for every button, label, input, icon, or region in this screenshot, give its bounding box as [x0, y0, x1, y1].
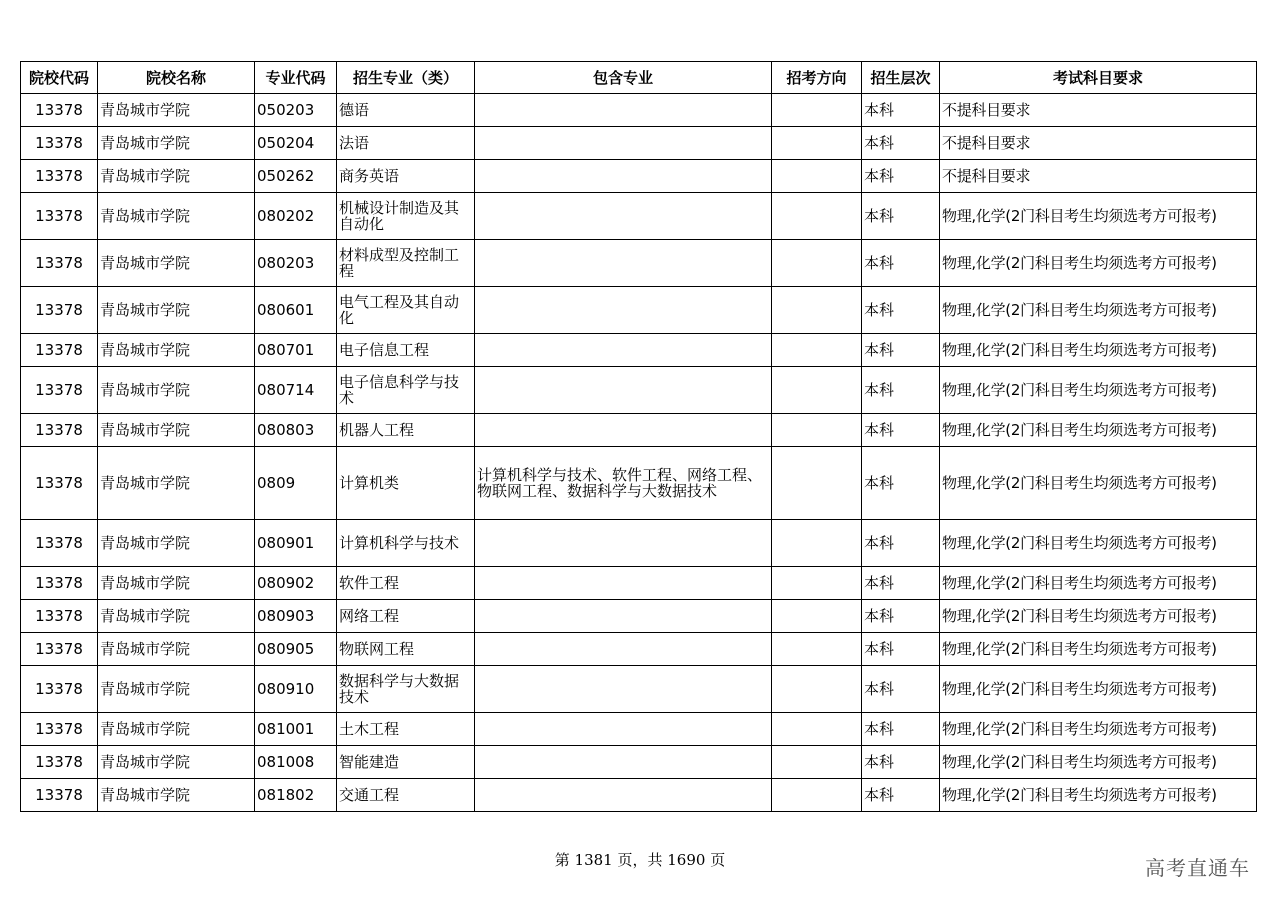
header-school-name: 院校名称 [98, 62, 255, 94]
cell-major-code: 080203 [255, 240, 337, 287]
cell-major-code: 080905 [255, 633, 337, 666]
table-row [21, 600, 1257, 633]
cell-major-code: 080701 [255, 334, 337, 367]
cell-requirement: 物理,化学(2门科目考生均须选考方可报考) [940, 666, 1257, 713]
cell-major-code: 080601 [255, 287, 337, 334]
cell-school-name: 青岛城市学院 [98, 633, 255, 666]
cell-includes [475, 127, 772, 160]
cell-level: 本科 [862, 447, 940, 520]
cell-level: 本科 [862, 520, 940, 567]
header-major-code: 专业代码 [255, 62, 337, 94]
table-row [21, 193, 1257, 240]
cell-school-name: 青岛城市学院 [98, 447, 255, 520]
cell-school-code: 13378 [21, 746, 98, 779]
admissions-table [20, 61, 1257, 812]
cell-direction [772, 779, 862, 812]
cell-major-code: 050262 [255, 160, 337, 193]
cell-major: 法语 [337, 127, 475, 160]
cell-major: 机器人工程 [337, 414, 475, 447]
cell-school-name: 青岛城市学院 [98, 713, 255, 746]
cell-school-name: 青岛城市学院 [98, 520, 255, 567]
header-includes: 包含专业 [475, 62, 772, 94]
cell-includes [475, 666, 772, 713]
cell-requirement: 物理,化学(2门科目考生均须选考方可报考) [940, 633, 1257, 666]
cell-direction [772, 160, 862, 193]
table-body [21, 94, 1257, 812]
cell-level: 本科 [862, 746, 940, 779]
table-row [21, 633, 1257, 666]
cell-level: 本科 [862, 600, 940, 633]
cell-school-name: 青岛城市学院 [98, 414, 255, 447]
header-level: 招生层次 [862, 62, 940, 94]
cell-school-name: 青岛城市学院 [98, 367, 255, 414]
table-row [21, 334, 1257, 367]
cell-school-code: 13378 [21, 520, 98, 567]
cell-major: 数据科学与大数据技术 [337, 666, 475, 713]
table-row [21, 713, 1257, 746]
cell-major-code: 080903 [255, 600, 337, 633]
table-row [21, 240, 1257, 287]
cell-direction [772, 600, 862, 633]
cell-school-code: 13378 [21, 414, 98, 447]
cell-level: 本科 [862, 94, 940, 127]
cell-level: 本科 [862, 193, 940, 240]
cell-major: 电子信息科学与技术 [337, 367, 475, 414]
cell-includes [475, 600, 772, 633]
cell-level: 本科 [862, 666, 940, 713]
table-row [21, 567, 1257, 600]
cell-major: 软件工程 [337, 567, 475, 600]
cell-major-code: 080910 [255, 666, 337, 713]
cell-includes [475, 779, 772, 812]
cell-major: 德语 [337, 94, 475, 127]
cell-school-name: 青岛城市学院 [98, 334, 255, 367]
cell-major-code: 081001 [255, 713, 337, 746]
cell-includes [475, 367, 772, 414]
cell-major-code: 0809 [255, 447, 337, 520]
cell-level: 本科 [862, 779, 940, 812]
cell-direction [772, 240, 862, 287]
cell-school-code: 13378 [21, 447, 98, 520]
cell-major: 智能建造 [337, 746, 475, 779]
cell-requirement: 不提科目要求 [940, 94, 1257, 127]
cell-level: 本科 [862, 127, 940, 160]
cell-requirement: 物理,化学(2门科目考生均须选考方可报考) [940, 600, 1257, 633]
cell-direction [772, 520, 862, 567]
header-school-code: 院校代码 [21, 62, 98, 94]
cell-direction [772, 666, 862, 713]
cell-direction [772, 414, 862, 447]
cell-requirement: 物理,化学(2门科目考生均须选考方可报考) [940, 240, 1257, 287]
cell-major: 电气工程及其自动化 [337, 287, 475, 334]
cell-includes [475, 193, 772, 240]
cell-school-code: 13378 [21, 666, 98, 713]
cell-level: 本科 [862, 713, 940, 746]
cell-major: 物联网工程 [337, 633, 475, 666]
cell-school-code: 13378 [21, 160, 98, 193]
cell-level: 本科 [862, 287, 940, 334]
table-header-row [21, 62, 1257, 94]
table-row [21, 520, 1257, 567]
cell-school-name: 青岛城市学院 [98, 600, 255, 633]
cell-school-code: 13378 [21, 287, 98, 334]
cell-major-code: 080714 [255, 367, 337, 414]
cell-school-name: 青岛城市学院 [98, 94, 255, 127]
cell-major-code: 081802 [255, 779, 337, 812]
header-major: 招生专业（类） [337, 62, 475, 94]
cell-school-name: 青岛城市学院 [98, 127, 255, 160]
cell-direction [772, 567, 862, 600]
cell-level: 本科 [862, 334, 940, 367]
cell-school-name: 青岛城市学院 [98, 287, 255, 334]
cell-direction [772, 633, 862, 666]
cell-requirement: 物理,化学(2门科目考生均须选考方可报考) [940, 447, 1257, 520]
cell-requirement: 物理,化学(2门科目考生均须选考方可报考) [940, 367, 1257, 414]
cell-direction [772, 447, 862, 520]
table-row [21, 94, 1257, 127]
cell-requirement: 物理,化学(2门科目考生均须选考方可报考) [940, 746, 1257, 779]
cell-requirement: 物理,化学(2门科目考生均须选考方可报考) [940, 520, 1257, 567]
cell-major: 网络工程 [337, 600, 475, 633]
cell-includes [475, 414, 772, 447]
cell-major-code: 080803 [255, 414, 337, 447]
table-row [21, 666, 1257, 713]
cell-major-code: 080902 [255, 567, 337, 600]
cell-level: 本科 [862, 160, 940, 193]
cell-school-code: 13378 [21, 713, 98, 746]
cell-direction [772, 746, 862, 779]
cell-school-name: 青岛城市学院 [98, 160, 255, 193]
cell-includes [475, 520, 772, 567]
cell-school-name: 青岛城市学院 [98, 779, 255, 812]
cell-school-code: 13378 [21, 633, 98, 666]
table-row [21, 447, 1257, 520]
cell-includes [475, 240, 772, 287]
cell-level: 本科 [862, 633, 940, 666]
cell-includes [475, 94, 772, 127]
watermark: 高考直通车 [1145, 856, 1250, 880]
cell-major: 商务英语 [337, 160, 475, 193]
cell-includes: 计算机科学与技术、软件工程、网络工程、物联网工程、数据科学与大数据技术 [475, 447, 772, 520]
cell-school-code: 13378 [21, 779, 98, 812]
cell-major: 机械设计制造及其自动化 [337, 193, 475, 240]
cell-major-code: 080901 [255, 520, 337, 567]
cell-includes [475, 160, 772, 193]
table-row [21, 127, 1257, 160]
cell-school-code: 13378 [21, 567, 98, 600]
cell-level: 本科 [862, 367, 940, 414]
table-row [21, 779, 1257, 812]
cell-direction [772, 193, 862, 240]
cell-major: 土木工程 [337, 713, 475, 746]
cell-requirement: 物理,化学(2门科目考生均须选考方可报考) [940, 713, 1257, 746]
cell-major: 材料成型及控制工程 [337, 240, 475, 287]
cell-includes [475, 334, 772, 367]
cell-major-code: 081008 [255, 746, 337, 779]
cell-school-code: 13378 [21, 193, 98, 240]
cell-requirement: 物理,化学(2门科目考生均须选考方可报考) [940, 779, 1257, 812]
table-row [21, 414, 1257, 447]
cell-major: 电子信息工程 [337, 334, 475, 367]
cell-level: 本科 [862, 414, 940, 447]
cell-requirement: 物理,化学(2门科目考生均须选考方可报考) [940, 334, 1257, 367]
cell-school-code: 13378 [21, 600, 98, 633]
cell-includes [475, 287, 772, 334]
table-row [21, 367, 1257, 414]
cell-direction [772, 94, 862, 127]
cell-requirement: 物理,化学(2门科目考生均须选考方可报考) [940, 193, 1257, 240]
header-requirement: 考试科目要求 [940, 62, 1257, 94]
cell-major: 计算机科学与技术 [337, 520, 475, 567]
cell-school-code: 13378 [21, 334, 98, 367]
cell-school-name: 青岛城市学院 [98, 193, 255, 240]
header-direction: 招考方向 [772, 62, 862, 94]
cell-major-code: 050204 [255, 127, 337, 160]
cell-school-code: 13378 [21, 240, 98, 287]
table-row [21, 160, 1257, 193]
cell-direction [772, 334, 862, 367]
cell-requirement: 物理,化学(2门科目考生均须选考方可报考) [940, 414, 1257, 447]
cell-school-code: 13378 [21, 127, 98, 160]
cell-direction [772, 287, 862, 334]
cell-school-code: 13378 [21, 94, 98, 127]
cell-school-name: 青岛城市学院 [98, 567, 255, 600]
cell-major: 计算机类 [337, 447, 475, 520]
cell-level: 本科 [862, 240, 940, 287]
cell-direction [772, 127, 862, 160]
cell-direction [772, 367, 862, 414]
cell-includes [475, 746, 772, 779]
cell-requirement: 物理,化学(2门科目考生均须选考方可报考) [940, 567, 1257, 600]
cell-includes [475, 633, 772, 666]
cell-requirement: 物理,化学(2门科目考生均须选考方可报考) [940, 287, 1257, 334]
cell-major-code: 050203 [255, 94, 337, 127]
cell-requirement: 不提科目要求 [940, 127, 1257, 160]
cell-school-name: 青岛城市学院 [98, 240, 255, 287]
cell-major: 交通工程 [337, 779, 475, 812]
table-row [21, 746, 1257, 779]
cell-school-name: 青岛城市学院 [98, 666, 255, 713]
cell-level: 本科 [862, 567, 940, 600]
cell-requirement: 不提科目要求 [940, 160, 1257, 193]
cell-direction [772, 713, 862, 746]
cell-includes [475, 713, 772, 746]
cell-includes [475, 567, 772, 600]
cell-school-code: 13378 [21, 367, 98, 414]
table-row [21, 287, 1257, 334]
cell-school-name: 青岛城市学院 [98, 746, 255, 779]
page-number: 第 1381 页，共 1690 页 [554, 851, 726, 869]
cell-major-code: 080202 [255, 193, 337, 240]
